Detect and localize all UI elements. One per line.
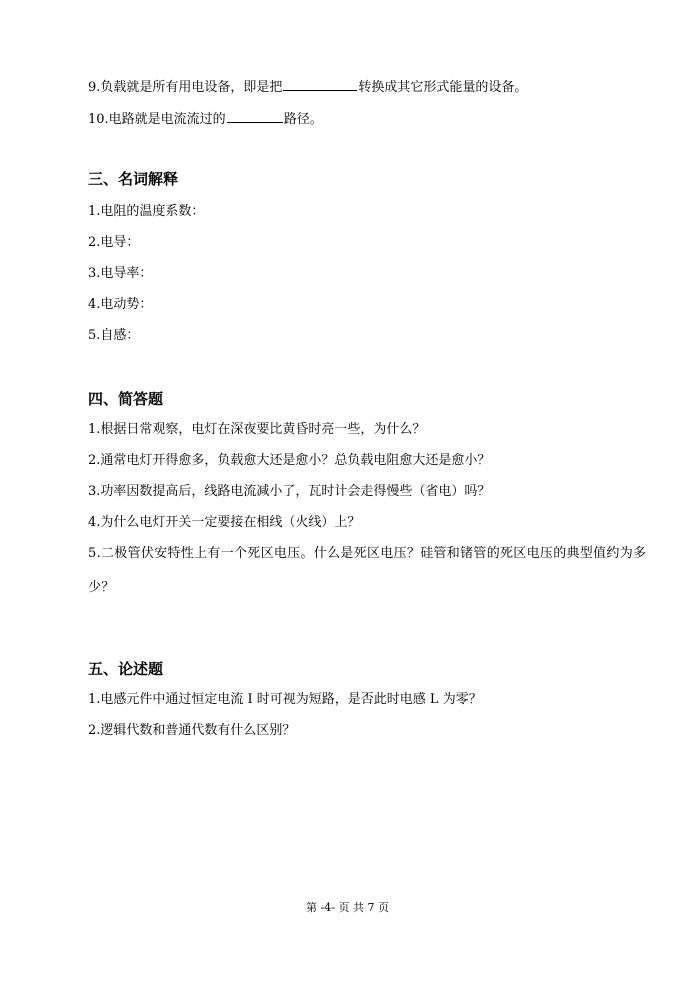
q10-answer-blank [227,108,283,123]
section-4-item-5: 5.二极管伏安特性上有一个死区电压。什么是死区电压？硅管和锗管的死区电压的典型值约为多少？ [88,546,647,595]
question-9 [88,76,527,98]
section-3-item-2: 2.电导： [88,235,140,250]
section-3-title: 三、名词解释 [88,170,179,188]
q9-text-after: 转换成其它形式能量的设备。 [358,80,528,95]
section-3-item-4: 4.电动势： [88,297,153,312]
section-4-item-2: 2.通常电灯开得愈多，负载愈大还是愈小？总负载电阻愈大还是愈小？ [88,453,491,468]
page-number-footer: 第 -4- 页 共 7 页 [306,901,389,914]
question-10 [88,108,323,130]
q9-answer-blank [283,76,357,91]
section-5-item-2: 2.逻辑代数和普通代数有什么区别？ [88,723,296,738]
q10-text-after: 路径。 [283,112,323,127]
q9-text-before: 9.负载就是所有用电设备，即是把 [88,80,283,95]
section-5-item-1: 1.电感元件中通过恒定电流 I 时可视为短路，是否此时电感 L 为零？ [88,692,482,707]
section-4-item-3: 3.功率因数提高后，线路电流减小了，瓦时计会走得慢些（省电）吗？ [88,484,491,499]
section-3-item-3: 3.电导率： [88,266,153,281]
section-5-title: 五、论述题 [88,660,164,678]
q10-text-before: 10.电路就是电流流过的 [88,112,226,127]
section-4-title: 四、简答题 [88,390,164,408]
section-4-item-4: 4.为什么电灯开关一定要接在相线（火线）上？ [88,515,361,530]
section-4-item-1: 1.根据日常观察，电灯在深夜要比黄昏时亮一些，为什么？ [88,422,426,437]
section-3-item-5: 5.自感： [88,328,140,343]
section-3-item-1: 1.电阻的温度系数： [88,204,205,219]
